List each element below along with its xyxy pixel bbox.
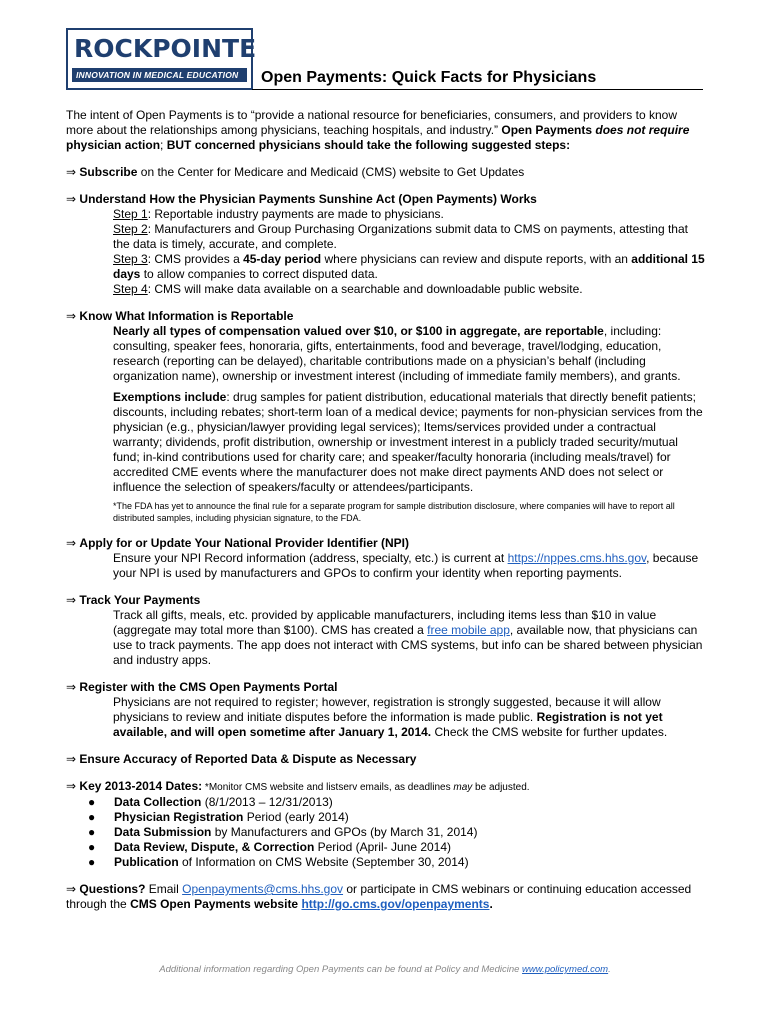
reportable-body bbox=[113, 324, 706, 524]
arrow-icon: ⇒ bbox=[66, 680, 77, 694]
bullet-icon: ● bbox=[88, 825, 96, 839]
reportable-paragraph: Nearly all types of compensation valued over $10, or $100 in aggregate, are reportable, including: consulting, speaker fees, honoraria, gifts, entertainments, food and beverage, travel/lodging, education, research (reporting can be delayed), charitable contributions made on a physician’s behalf (including organization name), ownership or investment interest (including of immediate family members), and grants. bbox=[113, 324, 681, 383]
track-heading: ⇒ Track Your Payments bbox=[66, 593, 201, 607]
arrow-icon: ⇒ bbox=[66, 536, 77, 550]
step-4: Step 4: CMS will make data available on a searchable and downloadable public website. bbox=[113, 282, 583, 296]
arrow-icon: ⇒ bbox=[66, 882, 77, 896]
list-item: ● Data Submission by Manufacturers and GPOs (by March 31, 2014) bbox=[88, 825, 478, 839]
register-heading: ⇒ Register with the CMS Open Payments Portal bbox=[66, 680, 338, 694]
step-1: Step 1: Reportable industry payments are made to physicians. bbox=[113, 207, 444, 221]
exemptions-paragraph: Exemptions include: drug samples for patient distribution, educational materials that directly benefit patients; discounts, including rebates; short-term loan of a medical device; payments for non-physician services from the physician (e.g., physician/lawyer providing legal services); Items/services provided under a contractual warranty; dividends, profit distribution, ownership or investment interest in a publicly traded security/mutual fund; in-kind contributions used for charity care; and speaker/faculty honoraria (including meals/travel) for accredited CME events where the manufacturer does not make direct payments AND does not select or influence the selection of speakers/faculty or attendees/participants. bbox=[113, 390, 703, 494]
arrow-icon: ⇒ bbox=[66, 593, 77, 607]
arrow-icon: ⇒ bbox=[66, 752, 77, 766]
sunshine-steps bbox=[113, 207, 706, 297]
open-payments-link[interactable]: http://go.cms.gov/openpayments bbox=[301, 897, 490, 911]
arrow-icon: ⇒ bbox=[66, 192, 77, 206]
npi-body: Ensure your NPI Record information (address, specialty, etc.) is current at https://nppes.cms.hhs.gov, because your NPI is used by manufacturers and GPOs to confirm your identity when reporting payments. bbox=[113, 551, 699, 580]
list-item: ● Publication of Information on CMS Website (September 30, 2014) bbox=[88, 855, 469, 869]
dates-heading: ⇒ Key 2013-2014 Dates: *Monitor CMS website and listserv emails, as deadlines may be adjusted. bbox=[66, 779, 530, 793]
mobile-app-link[interactable]: free mobile app bbox=[427, 623, 510, 637]
document-body bbox=[66, 108, 706, 912]
step-2: Step 2: Manufacturers and Group Purchasing Organizations submit data to CMS on payments, attesting that the data is timely, accurate, and complete. bbox=[113, 222, 688, 251]
questions-paragraph: ⇒ Questions? Email Openpayments@cms.hhs.gov or participate in CMS webinars or continuing education accessed through the CMS Open Payments website http://go.cms.gov/openpayments. bbox=[66, 882, 692, 911]
email-link[interactable]: Openpayments@cms.hhs.gov bbox=[182, 882, 344, 896]
logo-tagline: INNOVATION IN MEDICAL EDUCATION bbox=[76, 70, 239, 80]
register-body: Physicians are not required to register; however, registration is strongly suggested, because it will allow physicians to review and initiate disputes before the information is made public. Registration is not yet available, and will open sometime after January 1, 2014. Check the CMS website for further updates. bbox=[113, 695, 668, 739]
page-footer: Additional information regarding Open Payments can be found at Policy and Medicine www.policymed.com. bbox=[159, 964, 611, 975]
list-item: ● Data Review, Dispute, & Correction Period (April- June 2014) bbox=[88, 840, 452, 854]
fda-footnote: *The FDA has yet to announce the final rule for a separate program for sample distribution disclosure, where companies will have to report all distributed samples, including physician signature, to the FDA. bbox=[113, 501, 675, 523]
bullet-icon: ● bbox=[88, 840, 96, 854]
arrow-icon: ⇒ bbox=[66, 309, 77, 323]
list-item: ● Data Collection (8/1/2013 – 12/31/2013) bbox=[88, 795, 333, 809]
bullet-icon: ● bbox=[88, 795, 96, 809]
arrow-icon: ⇒ bbox=[66, 779, 77, 793]
reportable-heading: ⇒ Know What Information is Reportable bbox=[66, 309, 294, 323]
subscribe-heading: Subscribe bbox=[79, 165, 138, 179]
sunshine-heading: ⇒ Understand How the Physician Payments Sunshine Act (Open Payments) Works bbox=[66, 192, 537, 206]
page-title: Open Payments: Quick Facts for Physicians bbox=[261, 69, 597, 86]
accuracy-heading: ⇒ Ensure Accuracy of Reported Data & Dispute as Necessary bbox=[66, 752, 417, 766]
nppes-link[interactable]: https://nppes.cms.hhs.gov bbox=[507, 551, 647, 565]
rockpointe-logo bbox=[66, 28, 257, 90]
track-body: Track all gifts, meals, etc. provided by applicable manufacturers, including items less than $10 in value (aggregate may total more than $100). CMS has created a free mobile app, available now, that physicians can use to track payments. The app does not interact with CMS systems, but info can be shared between physician and industry apps. bbox=[113, 608, 703, 667]
logo-wordmark: ROCKPOINTE bbox=[74, 34, 257, 63]
policymed-link[interactable]: www.policymed.com bbox=[522, 964, 609, 975]
list-item: ● Physician Registration Period (early 2014) bbox=[88, 810, 349, 824]
title-rule bbox=[252, 89, 703, 90]
dates-list bbox=[86, 795, 706, 870]
npi-heading: ⇒ Apply for or Update Your National Provider Identifier (NPI) bbox=[66, 536, 409, 550]
bullet-icon: ● bbox=[88, 855, 96, 869]
arrow-icon: ⇒ bbox=[66, 165, 77, 179]
step-3: Step 3: CMS provides a 45-day period where physicians can review and dispute reports, with an additional 15 days to allow companies to correct disputed data. bbox=[113, 252, 705, 281]
intro-paragraph: The intent of Open Payments is to “provide a national resource for beneficiaries, consumers, and providers to know more about the relationships among physicians, teaching hospitals, and industry.” Open Payments does not require physician action; BUT concerned physicians should take the following suggested steps: bbox=[66, 108, 690, 152]
subscribe-item: ⇒ Subscribe on the Center for Medicare and Medicaid (CMS) website to Get Updates bbox=[66, 165, 525, 179]
bullet-icon: ● bbox=[88, 810, 96, 824]
